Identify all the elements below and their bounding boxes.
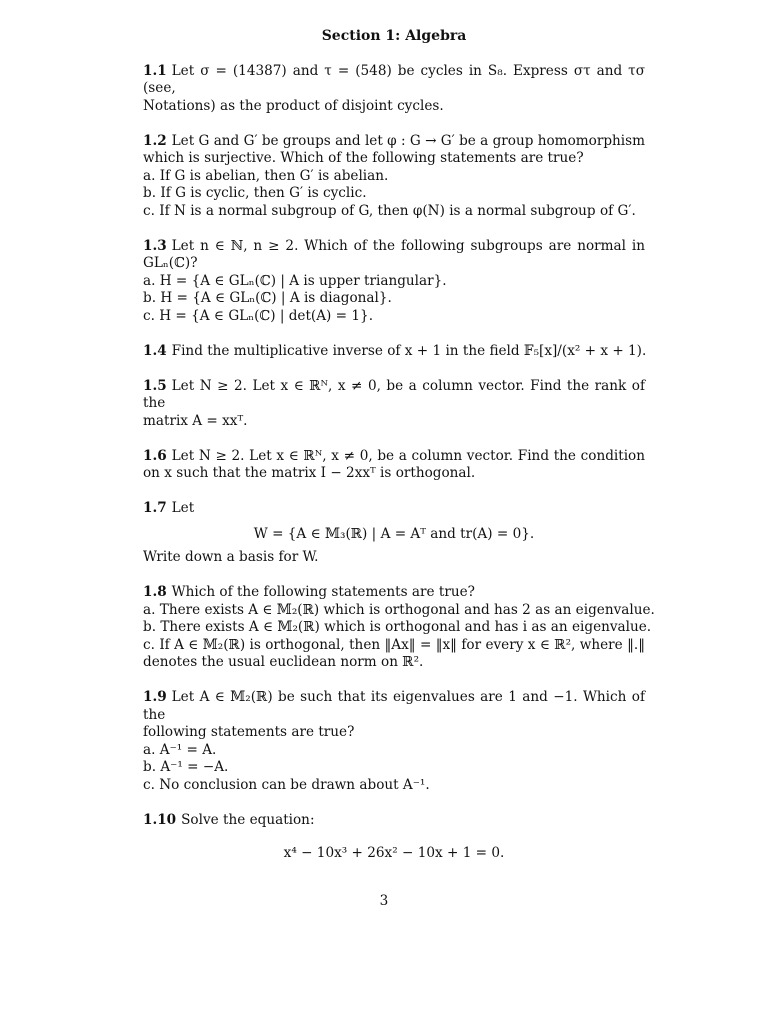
problem-text: Which of the following statements are true?: [171, 584, 475, 600]
problem-1-5: [143, 378, 645, 431]
problem-1-9: [143, 689, 645, 794]
display-equation: W = {A ∈ 𝕄₃(ℝ) | A = Aᵀ and tr(A) = 0}.: [253, 525, 535, 542]
problem-line: matrix A = xxᵀ.: [143, 412, 248, 429]
problem-line: [143, 584, 645, 602]
option-c: c. If N is a normal subgroup of G, then φ(N) is a normal subgroup of G′.: [143, 202, 636, 219]
problem-1-3: [143, 238, 645, 326]
option-b: b. H = {A ∈ GLₙ(ℂ) | A is diagonal}.: [143, 290, 392, 306]
option-c: c. H = {A ∈ GLₙ(ℂ) | det(A) = 1}.: [143, 307, 374, 324]
problem-line: which is surjective. Which of the following statements are true?: [143, 150, 584, 166]
problem-number: 1.8: [143, 584, 167, 600]
problem-1-2: [143, 133, 645, 221]
problem-line: Write down a basis for W.: [143, 549, 319, 565]
problem-line: [143, 500, 645, 518]
problem-text: Let n ∈ ℕ, n ≥ 2. Which of the following subgroups are normal in: [171, 237, 645, 254]
problem-line: [143, 689, 645, 724]
problem-line: [143, 378, 645, 413]
option-a: a. If G is abelian, then G′ is abelian.: [143, 167, 389, 184]
problem-line: following statements are true?: [143, 724, 355, 740]
option-b: b. A⁻¹ = −A.: [143, 759, 229, 775]
problem-1-8: [143, 584, 655, 672]
problem-number: 1.9: [143, 689, 167, 705]
problem-number: 1.5: [143, 377, 167, 394]
page-number: 3: [379, 893, 389, 909]
problem-line: [143, 63, 645, 98]
problem-1-4: [143, 343, 645, 361]
problem-line: Notations) as the product of disjoint cycles.: [143, 97, 444, 114]
option-a: a. A⁻¹ = A.: [143, 741, 217, 758]
problem-1-7: [143, 500, 645, 567]
problem-text: Let A ∈ 𝕄₂(ℝ) be such that its eigenvalues are 1 and −1. Which of the: [143, 689, 645, 723]
problem-text: Let: [171, 500, 195, 516]
problem-line: GLₙ(ℂ)?: [143, 255, 198, 271]
problem-line: [143, 133, 645, 151]
problem-text: Let N ≥ 2. Let x ∈ ℝᴺ, x ≠ 0, be a column vector. Find the condition: [171, 447, 645, 464]
problem-line: on x such that the matrix I − 2xxᵀ is orthogonal.: [143, 465, 476, 481]
problem-line: [143, 812, 645, 830]
problem-number: 1.1: [143, 62, 167, 79]
problem-number: 1.10: [143, 811, 177, 828]
problem-text: Find the multiplicative inverse of x + 1 in the field 𝔽₅[x]/(x² + x + 1).: [171, 342, 647, 359]
problem-text: Solve the equation:: [181, 811, 315, 828]
section-title: Section 1: Algebra: [321, 28, 467, 44]
problem-line: [143, 238, 645, 256]
problem-1-1: [143, 63, 645, 116]
problem-1-10: [143, 812, 645, 863]
problem-line: [143, 448, 645, 466]
problem-text: Let G and G′ be groups and let φ : G → G′ be a group homomorphism: [171, 132, 645, 149]
problem-number: 1.7: [143, 500, 167, 516]
problem-number: 1.6: [143, 447, 167, 464]
problem-number: 1.3: [143, 237, 167, 254]
option-a: a. H = {A ∈ GLₙ(ℂ) | A is upper triangular}.: [143, 272, 447, 289]
problem-line: denotes the usual euclidean norm on ℝ².: [143, 654, 424, 670]
problem-text: Let σ = (14387) and τ = (548) be cycles in S₈. Express στ and τσ (see,: [143, 62, 645, 96]
option-b: b. There exists A ∈ 𝕄₂(ℝ) which is orthogonal and has i as an eigenvalue.: [143, 619, 652, 635]
option-c: c. No conclusion can be drawn about A⁻¹.: [143, 776, 430, 793]
problem-line: [143, 343, 645, 361]
problem-text: Let N ≥ 2. Let x ∈ ℝᴺ, x ≠ 0, be a column vector. Find the rank of the: [143, 377, 645, 411]
option-a: a. There exists A ∈ 𝕄₂(ℝ) which is orthogonal and has 2 as an eigenvalue.: [143, 601, 655, 618]
problem-number: 1.2: [143, 132, 167, 149]
problem-number: 1.4: [143, 342, 167, 359]
option-b: b. If G is cyclic, then G′ is cyclic.: [143, 185, 367, 201]
problem-1-6: [143, 448, 645, 483]
display-equation: x⁴ − 10x³ + 26x² − 10x + 1 = 0.: [283, 845, 505, 861]
option-c: c. If A ∈ 𝕄₂(ℝ) is orthogonal, then ‖Ax‖ = ‖x‖ for every x ∈ ℝ², where ‖.‖: [143, 636, 645, 653]
page-content: [143, 28, 655, 880]
